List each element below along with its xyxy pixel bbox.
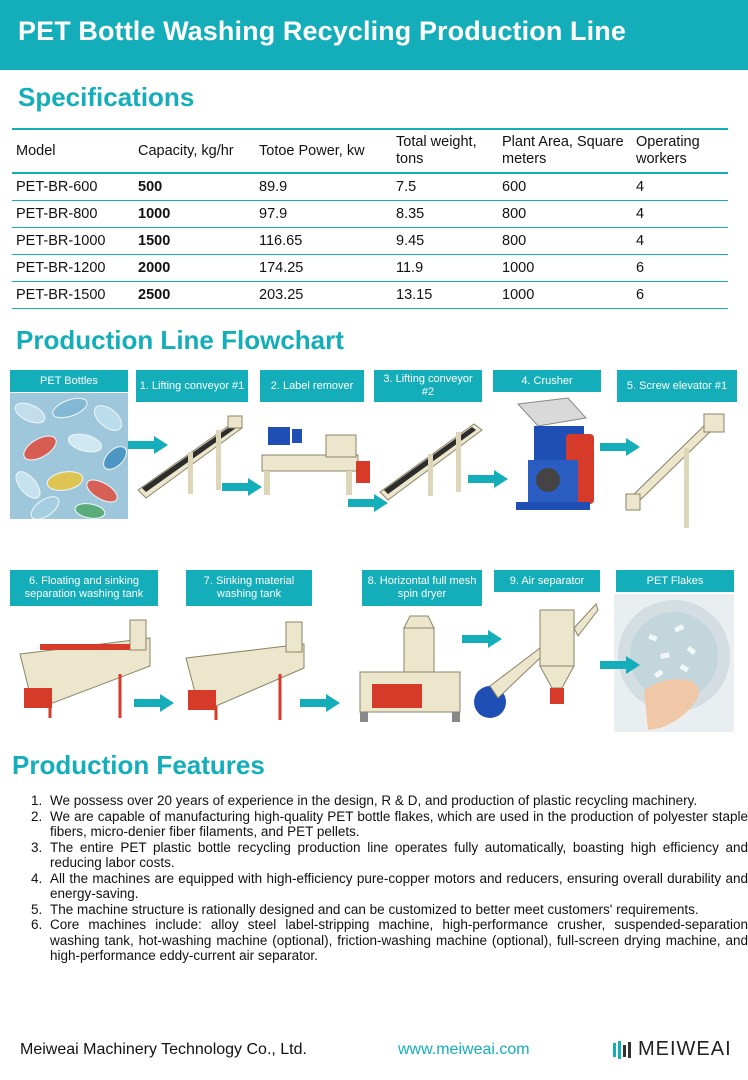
column-header-weight: Total weight, tons (392, 129, 498, 173)
list-item: 1. We possess over 20 years of experience in the design, R & D, and production of plastic recycling machinery. (46, 793, 748, 809)
cell-workers: 4 (632, 173, 728, 201)
meiweai-logo-icon (612, 1039, 634, 1061)
cell-plant-area: 800 (498, 228, 632, 255)
sinking-material-tank-image (180, 616, 310, 720)
flowchart-heading: Production Line Flowchart (16, 325, 344, 355)
label-remover-image (256, 415, 372, 501)
flow-arrow-5 (600, 438, 640, 456)
list-item: 5. The machine structure is rationally designed and can be customized to better meet customers' requirements. (46, 902, 748, 918)
flow-arrow-3 (348, 494, 388, 512)
cell-plant-area: 1000 (498, 282, 632, 309)
pet-bottles-photo (10, 393, 128, 519)
air-separator-image (470, 598, 600, 728)
screw-elevator-image (622, 408, 738, 532)
cell-capacity: 1000 (134, 201, 255, 228)
flow-label-pet-flakes: PET Flakes (616, 570, 734, 592)
table-row (12, 282, 728, 309)
table-row (12, 201, 728, 228)
cell-model: PET-BR-1200 (12, 255, 134, 282)
cell-capacity: 2000 (134, 255, 255, 282)
flow-label-pet-bottles: PET Bottles (10, 370, 128, 392)
cell-capacity: 1500 (134, 228, 255, 255)
list-item: 6. Core machines include: alloy steel label-stripping machine, high-performance crusher, suspended-separation washing tank, hot-washing machine (optional), friction-washing machine (optional), full-screen drying machine, and high-performance eddy-current air separator. (46, 917, 748, 964)
cell-power: 203.25 (255, 282, 392, 309)
cell-power: 89.9 (255, 173, 392, 201)
pet-bottles-icon (10, 393, 128, 519)
table-row (12, 228, 728, 255)
cell-model: PET-BR-600 (12, 173, 134, 201)
cell-weight: 9.45 (392, 228, 498, 255)
spin-dryer-icon (352, 614, 470, 724)
label-remover-icon (256, 415, 372, 501)
washing-tank-icon (180, 616, 310, 720)
cell-power: 116.65 (255, 228, 392, 255)
website-link[interactable]: www.meiweai.com (398, 1041, 530, 1058)
cell-workers: 4 (632, 228, 728, 255)
cell-model: PET-BR-1000 (12, 228, 134, 255)
cell-model: PET-BR-1500 (12, 282, 134, 309)
flow-label-sinking-material-tank: 7. Sinking material washing tank (186, 570, 312, 606)
cell-workers: 6 (632, 255, 728, 282)
cell-power: 174.25 (255, 255, 392, 282)
page-title: PET Bottle Washing Recycling Production Line (18, 16, 626, 46)
flow-arrow-6 (134, 694, 174, 712)
column-header-plant-area: Plant Area, Square meters (498, 129, 632, 173)
flow-arrow-8 (462, 630, 502, 648)
cell-plant-area: 1000 (498, 255, 632, 282)
features-list (16, 793, 748, 964)
brand-logo (612, 1038, 732, 1061)
crusher-icon (508, 396, 600, 524)
list-item: 3. The entire PET plastic bottle recycling production line operates fully automatically, boasting high efficiency and reducing labor costs. (46, 840, 748, 871)
brand-name: MEIWEAI (638, 1038, 732, 1060)
flow-arrow-4 (468, 470, 508, 488)
air-separator-icon (470, 598, 600, 728)
cell-weight: 7.5 (392, 173, 498, 201)
flow-label-screw-elevator-1: 5. Screw elevator #1 (617, 370, 737, 402)
flow-arrow-1 (128, 436, 168, 454)
table-header-row (12, 129, 728, 173)
cell-capacity: 500 (134, 173, 255, 201)
flow-label-lifting-conveyor-2: 3. Lifting conveyor #2 (374, 370, 482, 402)
table-row (12, 173, 728, 201)
column-header-power: Totoe Power, kw (255, 129, 392, 173)
lifting-conveyor-2-image (374, 410, 486, 506)
conveyor-icon (374, 410, 486, 506)
flow-arrow-7 (300, 694, 340, 712)
flow-arrow-9 (600, 656, 640, 674)
cell-workers: 6 (632, 282, 728, 309)
flow-label-floating-sinking-tank: 6. Floating and sinking separation washing tank (10, 570, 158, 606)
cell-plant-area: 600 (498, 173, 632, 201)
cell-weight: 13.15 (392, 282, 498, 309)
flow-label-crusher: 4. Crusher (493, 370, 601, 392)
flow-label-spin-dryer: 8. Horizontal full mesh spin dryer (362, 570, 482, 606)
cell-workers: 4 (632, 201, 728, 228)
company-name: Meiweai Machinery Technology Co., Ltd. (20, 1041, 307, 1058)
screw-elevator-icon (622, 408, 738, 532)
cell-model: PET-BR-800 (12, 201, 134, 228)
cell-weight: 8.35 (392, 201, 498, 228)
spin-dryer-image (352, 614, 470, 724)
cell-weight: 11.9 (392, 255, 498, 282)
table-row (12, 255, 728, 282)
list-item: 4. All the machines are equipped with high-efficiency pure-copper motors and reducers, ensuring overall durability and energy-saving. (46, 871, 748, 902)
cell-capacity: 2500 (134, 282, 255, 309)
list-item: 2. We are capable of manufacturing high-quality PET bottle flakes, which are used in the production of polyester staple fibers, micro-denier fiber filaments, and PET pellets. (46, 809, 748, 840)
crusher-image (508, 396, 600, 524)
cell-plant-area: 800 (498, 201, 632, 228)
header-banner (0, 0, 748, 70)
flow-label-lifting-conveyor-1: 1. Lifting conveyor #1 (136, 370, 248, 402)
features-heading: Production Features (12, 750, 265, 780)
column-header-workers: Operating workers (632, 129, 728, 173)
column-header-model: Model (12, 129, 134, 173)
flow-label-label-remover: 2. Label remover (260, 370, 364, 402)
flow-label-air-separator: 9. Air separator (494, 570, 600, 592)
flow-arrow-2 (222, 478, 262, 496)
column-header-capacity: Capacity, kg/hr (134, 129, 255, 173)
specifications-table (12, 128, 728, 309)
specifications-heading: Specifications (18, 82, 195, 112)
cell-power: 97.9 (255, 201, 392, 228)
